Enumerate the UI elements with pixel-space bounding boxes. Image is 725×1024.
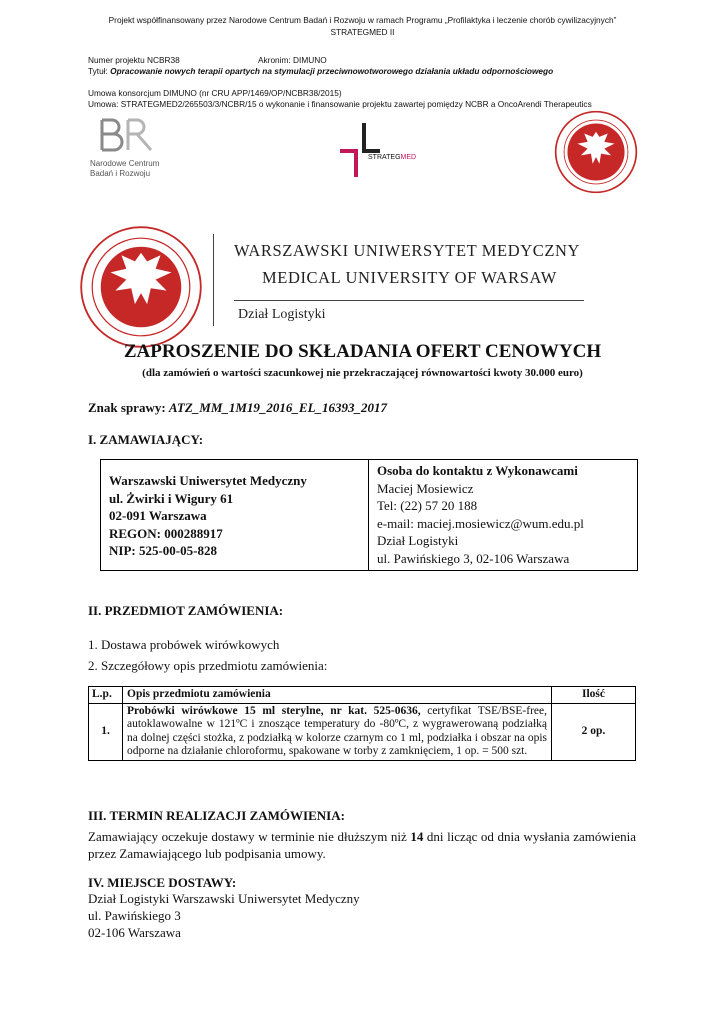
deadline-text [88,828,636,862]
ordering-party-box-divider [368,460,369,570]
section-ordering-party-heading: I. ZAMAWIAJĄCY: [88,432,204,447]
consortium-agreement: Umowa konsorcjum DIMUNO (nr CRU APP/1469/OP/NCBR38/2015) [88,88,342,98]
funding-header [60,14,665,38]
ordering-party-street: ul. Żwirki i Wigury 61 [109,490,234,506]
university-underline [234,300,584,301]
section-delivery-heading: IV. MIEJSCE DOSTAWY: [88,875,237,890]
delivery-line-3: 02-106 Warszawa [88,925,181,940]
header-description: Opis przedmiotu zamówienia [123,687,552,704]
subject-item-1: 1. Dostawa probówek wirówkowych [88,637,280,652]
ordering-party-details [109,472,307,560]
university-seal-small [554,110,638,194]
eagle-seal-icon [554,110,638,194]
strategmed-word-b: MED [400,154,417,161]
row-description-rest: certyfikat TSE/BSE-free, autoklawowalne w 121ºC i znoszące temperatury do -80ºC, z wygrawerowaną podziałką na dolnej części stożka, z podziałką w kolorze czarnym co 1 ml, podziałka i obszar na opis odporne na działanie chloroformu, spakowane w torby z zamknięciem, 1 op. = 500 szt. [127,704,547,757]
ordering-party-city: 02-091 Warszawa [109,508,207,523]
row-quantity: 2 op. [552,703,636,760]
deadline-days: 14 [410,829,424,844]
ncbr-name-line2: Badań i Rozwoju [90,169,151,178]
header-divider [213,234,214,326]
subject-item-2: 2. Szczegółowy opis przedmiotu zamówienia: [88,658,328,673]
university-seal [80,226,202,348]
strategmed-wordmark [368,154,416,161]
university-name-en: MEDICAL UNIVERSITY OF WARSAW [262,268,557,287]
table-row [89,703,636,760]
row-lp: 1. [89,703,123,760]
ncbr-name-line1: Narodowe Centrum [90,159,160,168]
eagle-seal-large-icon [80,226,202,348]
strategmed-logo [338,123,418,179]
department-name: Dział Logistyki [238,307,326,322]
contact-person-details [377,462,584,567]
contact-person-department: Dział Logistyki [377,533,459,548]
items-table-header [89,687,636,704]
row-description-bold: Probówki wirówkowe 15 ml sterylne, nr kat. 525-0636, [127,704,421,717]
deadline-text-b: dni licząc od dnia wysłania zamówienia przez Zamawiającego lub podpisania umowy. [88,829,637,861]
project-title [88,66,553,77]
case-number [88,400,387,416]
ordering-party-box [100,459,638,571]
project-title-value: Opracowanie nowych terapii opartych na stymulacji przeciwnowotworowego działania układu odpornościowego [110,66,554,76]
project-acronym: Akronim: DIMUNO [258,55,327,65]
university-name-pl: WARSZAWSKI UNIWERSYTET MEDYCZNY [234,241,581,260]
strategmed-word-a: STRATEG [368,154,401,161]
ordering-party-name: Warszawski Uniwersytet Medyczny [109,473,307,488]
delivery-line-2: ul. Pawińskiego 3 [88,908,181,923]
case-number-value: ATZ_MM_1M19_2016_EL_16393_2017 [168,400,388,415]
contact-person-email[interactable]: e-mail: maciej.mosiewicz@wum.edu.pl [377,515,584,531]
funding-line: Projekt współfinansowany przez Narodowe Centrum Badań i Rozwoju w ramach Programu „Profilaktyka i leczenie chorób cywilizacyjnych” [108,15,617,25]
contact-person-title: Osoba do kontaktu z Wykonawcami [377,463,578,478]
items-table [88,686,636,761]
section-deadline-heading: III. TERMIN REALIZACJI ZAMÓWIENIA: [88,808,345,823]
header-lp: L.p. [89,687,123,704]
ncbr-mark-icon [88,118,188,154]
deadline-text-a: Zamawiający oczekuje dostawy w terminie nie dłuższym niż [88,829,411,844]
contact-person-phone: Tel: (22) 57 20 188 [377,498,478,513]
strategmed-mark-icon [338,123,382,179]
project-number: Numer projektu NCBR38 [88,55,180,65]
row-description [123,703,552,760]
section-subject-heading: II. PRZEDMIOT ZAMÓWIENIA: [88,603,284,618]
delivery-address [88,890,360,941]
program-name: STRATEGMED II [330,27,395,37]
document-title: ZAPROSZENIE DO SKŁADANIA OFERT CENOWYCH [123,341,602,362]
ordering-party-regon: REGON: 000288917 [109,525,223,541]
ncbr-logo [88,118,188,180]
contact-person-address: ul. Pawińskiego 3, 02-106 Warszawa [377,550,570,566]
project-title-label: Tytuł: [88,66,108,76]
contact-person-name: Maciej Mosiewicz [377,480,474,496]
case-number-label: Znak sprawy: [88,400,166,415]
document-subtitle: (dla zamówień o wartości szacunkowej nie przekraczającej równowartości kwoty 30.000 euro) [142,367,583,379]
delivery-line-1: Dział Logistyki Warszawski Uniwersytet Medyczny [88,891,360,906]
ordering-party-nip: NIP: 525-00-05-828 [109,543,217,558]
header-quantity: Ilość [552,687,636,704]
funding-agreement: Umowa: STRATEGMED2/265503/3/NCBR/15 o wykonanie i finansowanie projektu zawartej pomiędzy NCBR a OncoArendi Therapeutics [88,99,592,109]
